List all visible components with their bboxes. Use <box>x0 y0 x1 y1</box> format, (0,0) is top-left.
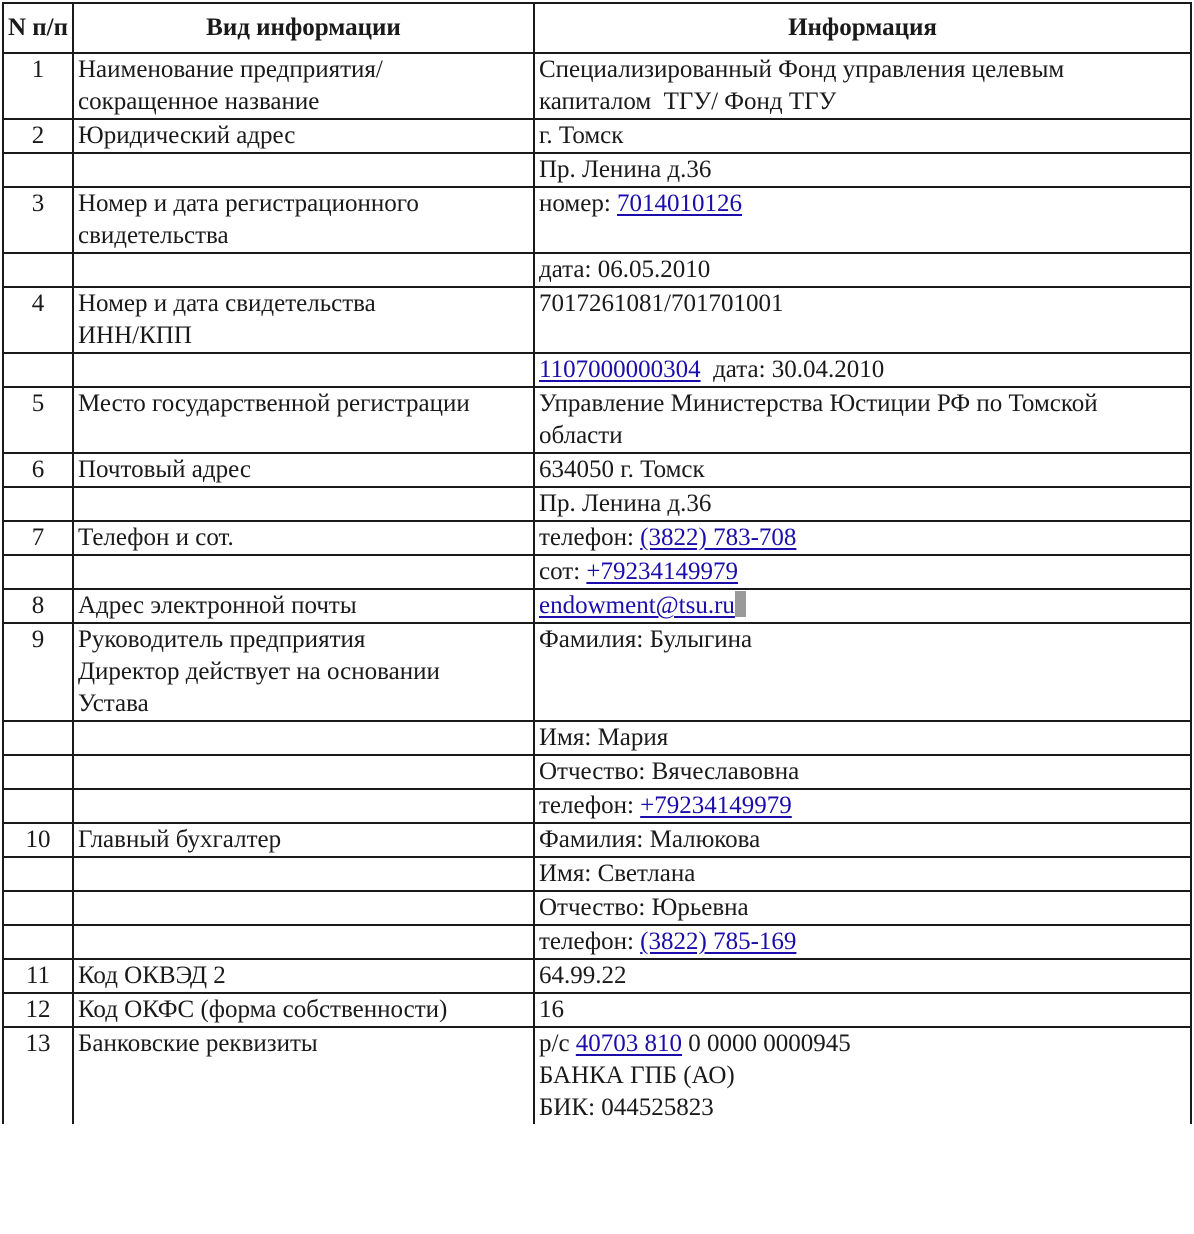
info-value-suffix: дата: 30.04.2010 <box>700 356 885 383</box>
info-type-cell <box>73 857 534 891</box>
info-type-cell: Главный бухгалтер <box>73 823 534 857</box>
table-row <box>3 1027 1191 1124</box>
info-value-prefix: сот: <box>539 558 587 585</box>
info-type-cell: Место государственной регистрации <box>73 387 534 453</box>
table-row <box>3 823 1191 857</box>
info-type-cell <box>73 487 534 521</box>
table-row <box>3 959 1191 993</box>
info-value-cell <box>534 993 1191 1027</box>
row-number <box>3 857 73 891</box>
row-number <box>3 353 73 387</box>
info-value-cell <box>534 521 1191 555</box>
info-value-cell <box>534 925 1191 959</box>
info-type-cell: Код ОКФС (форма собственности) <box>73 993 534 1027</box>
info-value-text: 16 <box>539 996 564 1023</box>
info-value-text: Фамилия: Малюкова <box>539 826 761 853</box>
table-body <box>3 53 1191 1124</box>
info-value-prefix: телефон: <box>539 524 641 551</box>
info-value-text: Специализированный Фонд управления целевым капиталом ТГУ/ Фонд ТГУ <box>539 56 1065 115</box>
info-value-prefix: номер: <box>539 190 618 217</box>
row-number <box>3 555 73 589</box>
table-row <box>3 789 1191 823</box>
info-type-cell: Наименование предприятия/ сокращенное название <box>73 53 534 119</box>
info-value-cell <box>534 959 1191 993</box>
table-row <box>3 721 1191 755</box>
row-number <box>3 755 73 789</box>
info-value-link[interactable]: +79234149979 <box>586 558 738 585</box>
info-value-prefix: телефон: <box>539 928 641 955</box>
info-type-cell: Юридический адрес <box>73 119 534 153</box>
row-number: 5 <box>3 387 73 453</box>
table-row <box>3 589 1191 623</box>
info-value-cell <box>534 857 1191 891</box>
table-row <box>3 253 1191 287</box>
info-value-cell <box>534 119 1191 153</box>
info-value-suffix: 0 0000 0000945 БАНКА ГПБ (АО) БИК: 044525823 <box>539 1030 851 1121</box>
info-type-cell <box>73 755 534 789</box>
organization-info-table <box>2 2 1192 1124</box>
table-row <box>3 521 1191 555</box>
row-number: 1 <box>3 53 73 119</box>
info-value-cell <box>534 789 1191 823</box>
table-row <box>3 287 1191 353</box>
row-number: 8 <box>3 589 73 623</box>
info-value-text: Пр. Ленина д.36 <box>539 156 712 183</box>
info-value-text: 64.99.22 <box>539 962 627 989</box>
info-value-cell <box>534 353 1191 387</box>
info-value-cell <box>534 755 1191 789</box>
info-value-cell <box>534 453 1191 487</box>
row-number: 10 <box>3 823 73 857</box>
info-type-cell <box>73 555 534 589</box>
table-row <box>3 891 1191 925</box>
row-number: 12 <box>3 993 73 1027</box>
info-value-cell <box>534 1027 1191 1124</box>
table-row <box>3 993 1191 1027</box>
info-value-link[interactable]: 40703 810 <box>575 1030 683 1057</box>
info-value-cell <box>534 53 1191 119</box>
table-row <box>3 755 1191 789</box>
info-value-link[interactable]: (3822) 783-708 <box>640 524 797 551</box>
header-info-type: Вид информации <box>73 3 534 53</box>
info-type-cell <box>73 891 534 925</box>
info-value-cell <box>534 623 1191 721</box>
table-row <box>3 623 1191 721</box>
info-value-text: дата: 06.05.2010 <box>539 256 711 283</box>
row-number <box>3 891 73 925</box>
info-value-text: Фамилия: Булыгина <box>539 626 753 653</box>
table-row <box>3 857 1191 891</box>
info-type-cell: Адрес электронной почты <box>73 589 534 623</box>
info-value-link[interactable]: +79234149979 <box>640 792 792 819</box>
info-value-text: 634050 г. Томск <box>539 456 705 483</box>
info-value-prefix: телефон: <box>539 792 641 819</box>
table-row <box>3 387 1191 453</box>
header-info: Информация <box>534 3 1191 53</box>
row-number: 6 <box>3 453 73 487</box>
info-value-text: Отчество: Юрьевна <box>539 894 749 921</box>
info-value-text: Имя: Светлана <box>539 860 696 887</box>
row-number <box>3 487 73 521</box>
header-number: N п/п <box>3 3 73 53</box>
info-value-cell <box>534 823 1191 857</box>
row-number: 4 <box>3 287 73 353</box>
info-value-prefix: р/с <box>539 1030 576 1057</box>
info-type-cell <box>73 925 534 959</box>
info-type-cell <box>73 353 534 387</box>
info-value-cell <box>534 287 1191 353</box>
table-row <box>3 119 1191 153</box>
info-type-cell: Руководитель предприятия Директор действует на основании Устава <box>73 623 534 721</box>
info-value-text: Управление Министерства Юстиции РФ по Томской области <box>539 390 1098 449</box>
info-type-cell: Номер и дата регистрационного свидетельства <box>73 187 534 253</box>
row-number: 9 <box>3 623 73 721</box>
table-row <box>3 555 1191 589</box>
info-value-cell <box>534 589 1191 623</box>
row-number <box>3 721 73 755</box>
info-type-cell: Почтовый адрес <box>73 453 534 487</box>
table-row <box>3 453 1191 487</box>
info-value-link[interactable]: 1107000000304 <box>539 356 701 383</box>
row-number <box>3 253 73 287</box>
row-number <box>3 925 73 959</box>
info-value-cell <box>534 153 1191 187</box>
row-number: 11 <box>3 959 73 993</box>
text-cursor <box>735 591 746 617</box>
row-number: 13 <box>3 1027 73 1124</box>
info-type-cell <box>73 153 534 187</box>
info-value-cell <box>534 891 1191 925</box>
row-number <box>3 153 73 187</box>
info-value-cell <box>534 555 1191 589</box>
info-value-text: г. Томск <box>539 122 624 149</box>
info-type-cell: Номер и дата свидетельства ИНН/КПП <box>73 287 534 353</box>
info-type-cell: Телефон и сот. <box>73 521 534 555</box>
info-value-text: Отчество: Вячеславовна <box>539 758 800 785</box>
info-value-cell <box>534 187 1191 253</box>
table-row <box>3 53 1191 119</box>
info-type-cell <box>73 789 534 823</box>
info-value-link[interactable]: (3822) 785-169 <box>640 928 797 955</box>
info-type-cell: Код ОКВЭД 2 <box>73 959 534 993</box>
table-row <box>3 353 1191 387</box>
row-number <box>3 789 73 823</box>
row-number: 7 <box>3 521 73 555</box>
info-type-cell <box>73 721 534 755</box>
row-number: 2 <box>3 119 73 153</box>
info-type-cell <box>73 253 534 287</box>
info-value-text: Имя: Мария <box>539 724 669 751</box>
row-number: 3 <box>3 187 73 253</box>
info-value-link[interactable]: endowment@tsu.ru <box>539 592 735 619</box>
table-row <box>3 187 1191 253</box>
info-value-cell <box>534 721 1191 755</box>
table-row <box>3 487 1191 521</box>
info-value-cell <box>534 387 1191 453</box>
table-row <box>3 153 1191 187</box>
info-type-cell: Банковские реквизиты <box>73 1027 534 1124</box>
info-value-cell <box>534 253 1191 287</box>
info-value-link[interactable]: 7014010126 <box>617 190 743 217</box>
table-row <box>3 925 1191 959</box>
table-header-row <box>3 3 1191 53</box>
info-value-cell <box>534 487 1191 521</box>
info-value-text: Пр. Ленина д.36 <box>539 490 712 517</box>
info-value-text: 7017261081/701701001 <box>539 290 784 317</box>
